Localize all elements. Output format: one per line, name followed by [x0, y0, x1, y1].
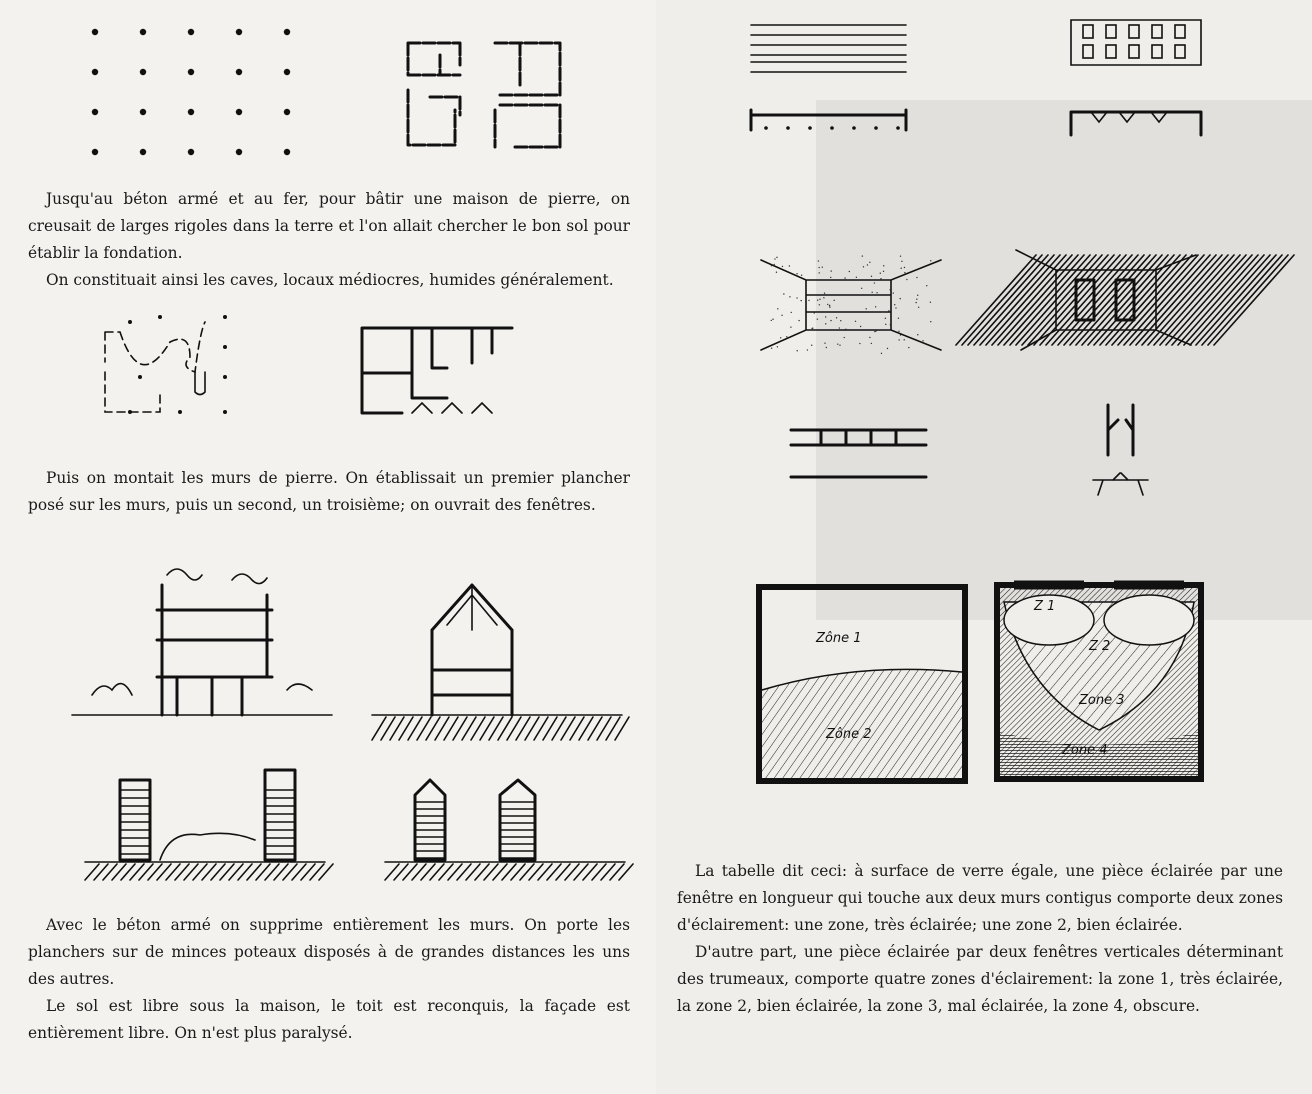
sketch-room-strip-window — [761, 250, 941, 360]
sketch-strip-windows — [746, 20, 916, 160]
text-block-4 — [677, 858, 1283, 1020]
zone-diagram-vertical-windows — [994, 582, 1204, 782]
text-block-1 — [28, 186, 630, 294]
zone-label: Z 2 — [1089, 639, 1111, 654]
zone-label: Zone 3 — [1079, 693, 1125, 708]
sketch-room-vertical-windows — [1016, 245, 1196, 355]
zone-label: Zône 2 — [826, 727, 872, 742]
paragraph: On constituait ainsi les caves, locaux médiocres, humides généralement. — [46, 271, 614, 289]
sketch-window-section — [786, 420, 936, 490]
sketch-towers-park — [85, 770, 325, 880]
zone-label: Zône 1 — [816, 631, 862, 646]
sketch-stone-house — [372, 575, 622, 740]
sketch-free-plan — [100, 312, 240, 422]
sketch-wall-plan — [400, 35, 570, 155]
sketch-vertical-windows — [1061, 15, 1231, 140]
paragraph: D'autre part, une pièce éclairée par deux fenêtres verticales déterminant des trumeaux, comporte quatre zones d'éclairement: la zone 1, très éclairée, la zone 2, bien éclairée, la zone 3, mal éclairée, la zone 4, obscure. — [677, 943, 1283, 1015]
text-block-3 — [28, 912, 630, 1047]
sketch-towers-street — [385, 770, 625, 880]
zone-diagram-strip-window — [756, 584, 968, 784]
paragraph: Le sol est libre sous la maison, le toit est reconquis, la façade est entièrement libre. On n'est plus paralysé. — [28, 997, 630, 1042]
sketch-window-plan — [1088, 395, 1158, 505]
right-page — [656, 0, 1312, 1094]
sketch-wall-foundation — [352, 318, 532, 418]
paragraph: Avec le béton armé on supprime entièrement les murs. On porte les planchers sur de minces poteaux disposés à de grandes distances les uns des autres. — [28, 916, 630, 988]
paragraph: La tabelle dit ceci: à surface de verre égale, une pièce éclairée par une fenêtre en longueur qui touche aux deux murs contigus comporte deux zones d'éclairement: une zone, très éclairée; une zone 2, bien éclairée. — [677, 862, 1283, 934]
sketch-pilotis-building — [72, 565, 332, 720]
text-block-2 — [28, 465, 630, 519]
sketch-pillar-grid — [80, 20, 300, 160]
paragraph: Puis on montait les murs de pierre. On établissait un premier plancher posé sur les murs, puis un second, un troisième; on ouvrait des fenêtres. — [28, 469, 630, 514]
zone-label: Zone 4 — [1062, 743, 1108, 758]
zone-label: Z 1 — [1034, 599, 1056, 614]
show-through-background — [816, 100, 1312, 620]
paragraph: Jusqu'au béton armé et au fer, pour bâtir une maison de pierre, on creusait de larges rigoles dans la terre et l'on allait chercher le bon sol pour établir la fondation. — [28, 190, 630, 262]
